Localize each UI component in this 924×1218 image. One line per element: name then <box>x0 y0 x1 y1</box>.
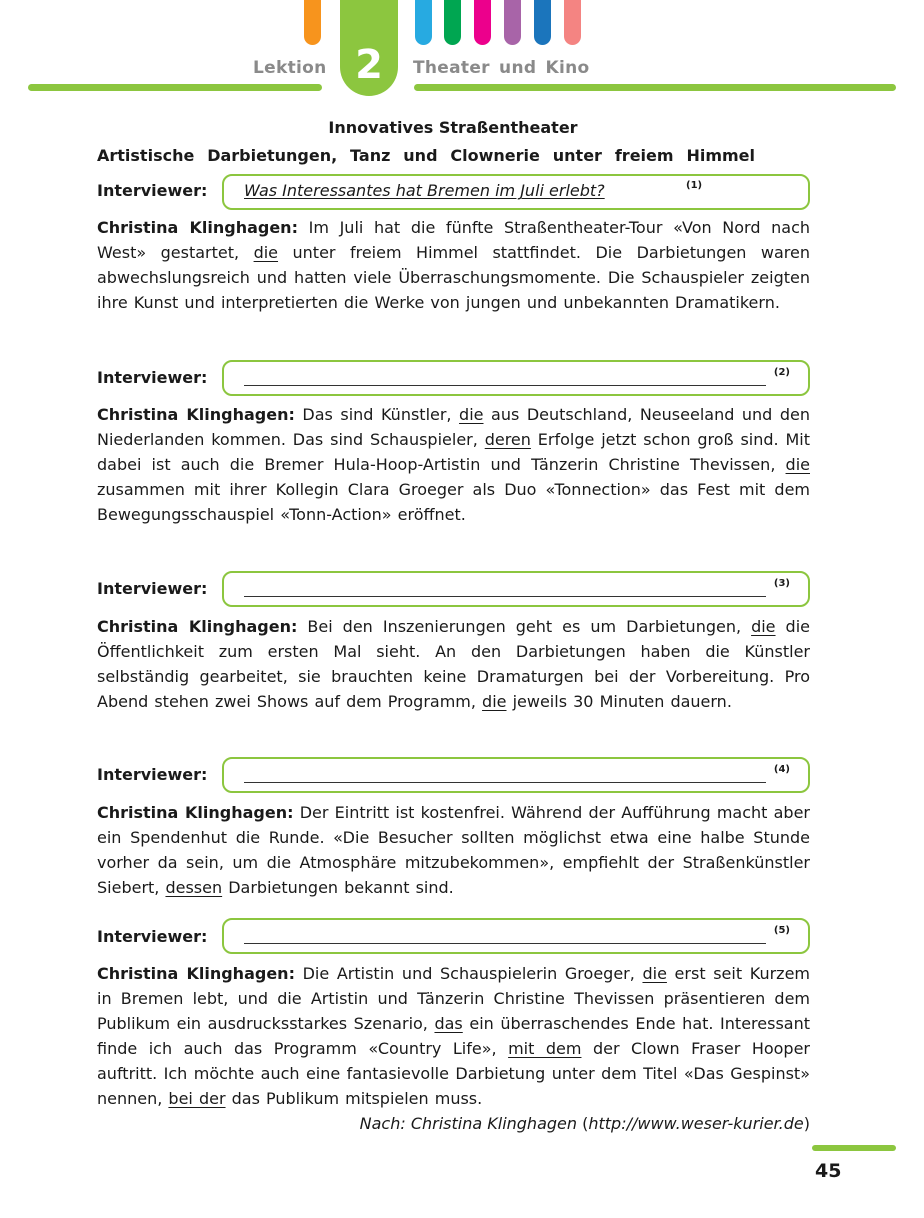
question-number-1: (1) <box>686 180 703 191</box>
lesson-number-badge <box>340 0 398 96</box>
speaker-name: Christina Klinghagen: <box>97 218 298 237</box>
header-tab-blue <box>415 0 432 45</box>
interviewer-label-3: Interviewer: <box>97 579 208 598</box>
lesson-label: Lektion <box>253 58 327 78</box>
answer-paragraph-4: Christina Klinghagen: Der Eintritt ist kostenfrei. Während der Aufführung macht aber ein Spendenhut die Runde. «Die Besucher sollten möglichst etwa eine halbe Stunde vorher da sein, um die Atmosphäre mitzubekommen», empfiehlt der Straßenkünstler Siebert, dessen Darbietungen bekannt sind. <box>97 803 810 897</box>
header-tab-pink <box>564 0 581 45</box>
question-number-3: (3) <box>773 578 790 589</box>
speaker-name: Christina Klinghagen: <box>97 803 294 822</box>
question-box-1 <box>222 174 810 210</box>
interviewer-label-4: Interviewer: <box>97 765 208 784</box>
question-number-4: (4) <box>773 764 790 775</box>
interviewer-label-1: Interviewer: <box>97 181 208 200</box>
answer-field-5[interactable] <box>222 918 810 954</box>
answer-paragraph-2: Christina Klinghagen: Das sind Künstler, die aus Deutschland, Neuseeland und den Niederlanden kommen. Das sind Schauspieler, deren Erfolge jetzt schon groß sind. Mit dabei ist auch die Bremer Hula-Hoop-Artistin und Tänzerin Christine Thevissen, die zusammen mit ihrer Kollegin Clara Groeger als Duo «Tonnection» das Fest mit dem Bewegungsschauspiel «Tonn-Action» eröffnet. <box>97 405 810 524</box>
question-text-1: Was Interessantes hat Bremen im Juli erlebt? <box>244 181 605 200</box>
lesson-number: 2 <box>355 42 383 88</box>
header-tab-green <box>444 0 461 45</box>
page-subtitle: Artistische Darbietungen, Tanz und Clownerie unter freiem Himmel <box>97 146 755 165</box>
header-line-left <box>28 84 322 91</box>
header-line-right <box>414 84 896 91</box>
question-number-5: (5) <box>773 925 790 936</box>
page-title: Innovatives Straßentheater <box>328 118 578 137</box>
answer-paragraph-5: Christina Klinghagen: Die Artistin und Schauspielerin Groeger, die erst seit Kurzem in Bremen lebt, und die Artistin und Tänzerin Christine Thevissen präsentieren dem Publikum ein ausdrucksstarkes Szenario, das ein überraschendes Ende hat. Interessant finde ich auch das Programm «Country Life», mit dem der Clown Fraser Hooper auftritt. Ich möchte auch eine fantasievolle Darbietung unter dem Titel «Das Gespinst» nennen, bei der das Publikum mitspielen muss. <box>97 964 810 1108</box>
source-citation: Nach: Christina Klinghagen (http://www.weser-kurier.de) <box>359 1114 810 1133</box>
answer-paragraph-1: Christina Klinghagen: Im Juli hat die fünfte Straßentheater-Tour «Von Nord nach West» gestartet, die unter freiem Himmel stattfindet. Die Darbietungen waren abwechslungsreich und hatten viele Überraschungsmomente. Die Schauspieler zeigten ihre Kunst und interpretierten die Werke von jungen und unbekannten Dramatikern. <box>97 218 811 312</box>
answer-field-4[interactable] <box>222 757 810 793</box>
interviewer-label-2: Interviewer: <box>97 368 208 387</box>
answer-field-3[interactable] <box>222 571 810 607</box>
blank-line-5[interactable] <box>244 943 766 944</box>
speaker-name: Christina Klinghagen: <box>97 964 295 983</box>
blank-line-2[interactable] <box>244 385 766 386</box>
source-link[interactable]: http://www.weser-kurier.de <box>588 1114 804 1133</box>
interviewer-label-5: Interviewer: <box>97 927 208 946</box>
header-tab-orange <box>304 0 321 45</box>
question-number-2: (2) <box>773 367 790 378</box>
blank-line-3[interactable] <box>244 596 766 597</box>
page-number: 45 <box>815 1160 842 1182</box>
answer-paragraph-3: Christina Klinghagen: Bei den Inszenierungen geht es um Darbietungen, die die Öffentlichkeit zum ersten Mal sieht. An den Darbietungen haben die Künstler selbständig gearbeitet, sie brauchten keine Dramaturgen bei der Vorbereitung. Pro Abend stehen zwei Shows auf dem Programm, die jeweils 30 Minuten dauern. <box>97 617 810 711</box>
header-tab-darkblue <box>534 0 551 45</box>
topic-label: Theater und Kino <box>413 58 590 78</box>
answer-field-2[interactable] <box>222 360 810 396</box>
footer-line <box>812 1145 896 1151</box>
speaker-name: Christina Klinghagen: <box>97 617 298 636</box>
blank-line-4[interactable] <box>244 782 766 783</box>
speaker-name: Christina Klinghagen: <box>97 405 295 424</box>
header-tab-magenta <box>474 0 491 45</box>
header-tab-purple <box>504 0 521 45</box>
